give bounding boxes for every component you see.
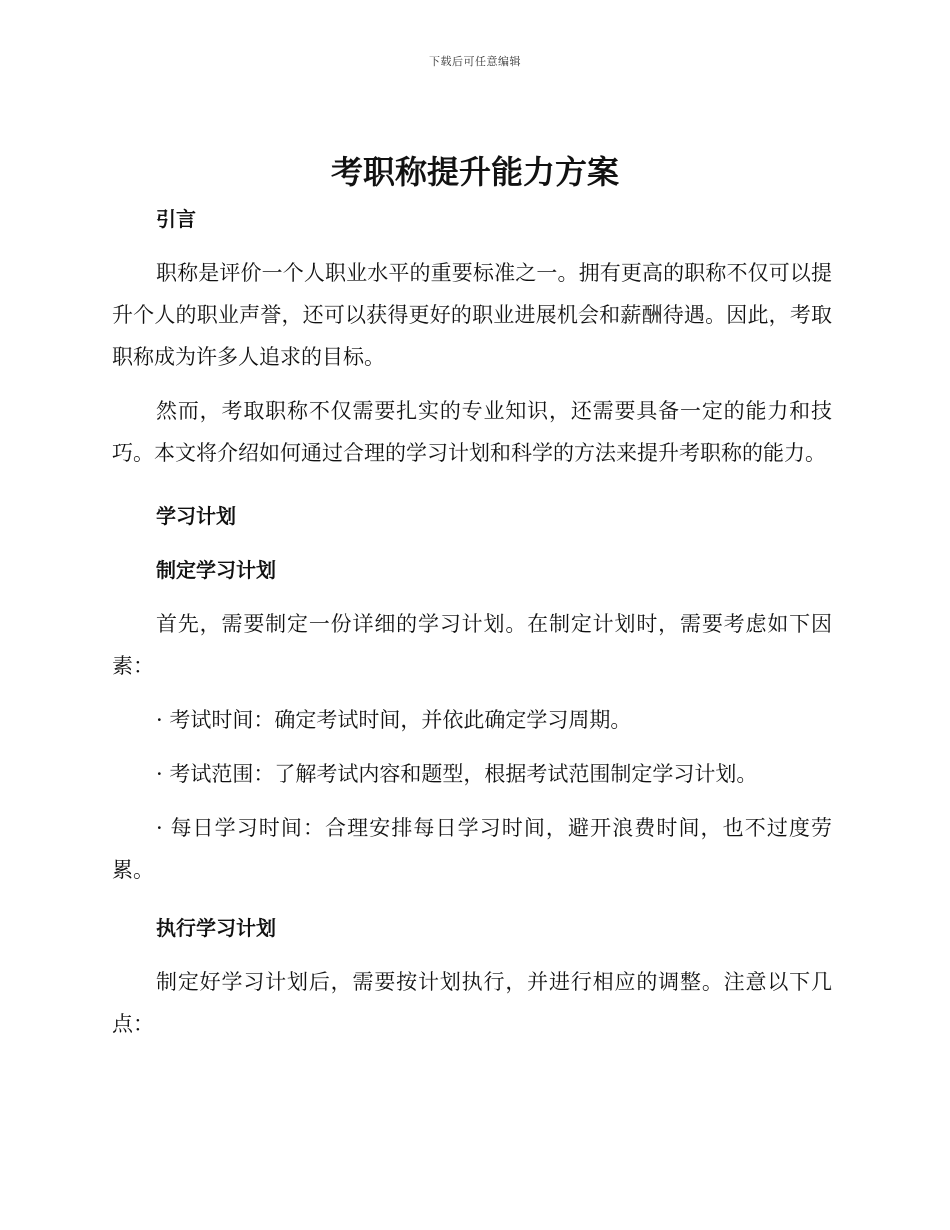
list-item: · 每日学习时间：合理安排每日学习时间，避开浪费时间，也不过度劳累。 [112, 816, 832, 882]
list-item: · 考试时间：确定考试时间，并依此确定学习周期。 [156, 708, 632, 732]
section-heading-intro: 引言 [156, 207, 196, 231]
document-body [112, 202, 832, 1045]
execute-plan-paragraph: 制定好学习计划后，需要按计划执行，并进行相应的调整。注意以下几点： [112, 970, 832, 1036]
intro-paragraph-1: 职称是评价一个人职业水平的重要标准之一。拥有更高的职称不仅可以提升个人的职业声誉，还可以获得更好的职业进展机会和薪酬待遇。因此，考取职称成为许多人追求的目标。 [112, 261, 832, 369]
make-plan-paragraph: 首先，需要制定一份详细的学习计划。在制定计划时，需要考虑如下因素： [112, 612, 832, 678]
intro-paragraph-2: 然而，考取职称不仅需要扎实的专业知识，还需要具备一定的能力和技巧。本文将介绍如何通过合理的学习计划和科学的方法来提升考职称的能力。 [112, 399, 832, 465]
document-title: 考职称提升能力方案 [330, 153, 619, 191]
page-header-note: 下载后可任意编辑 [429, 55, 521, 68]
list-item: · 考试范围：了解考试内容和题型，根据考试范围制定学习计划。 [156, 762, 758, 786]
subheading-execute-plan: 执行学习计划 [156, 916, 276, 940]
subheading-make-plan: 制定学习计划 [156, 558, 276, 582]
section-heading-study-plan: 学习计划 [156, 504, 236, 528]
